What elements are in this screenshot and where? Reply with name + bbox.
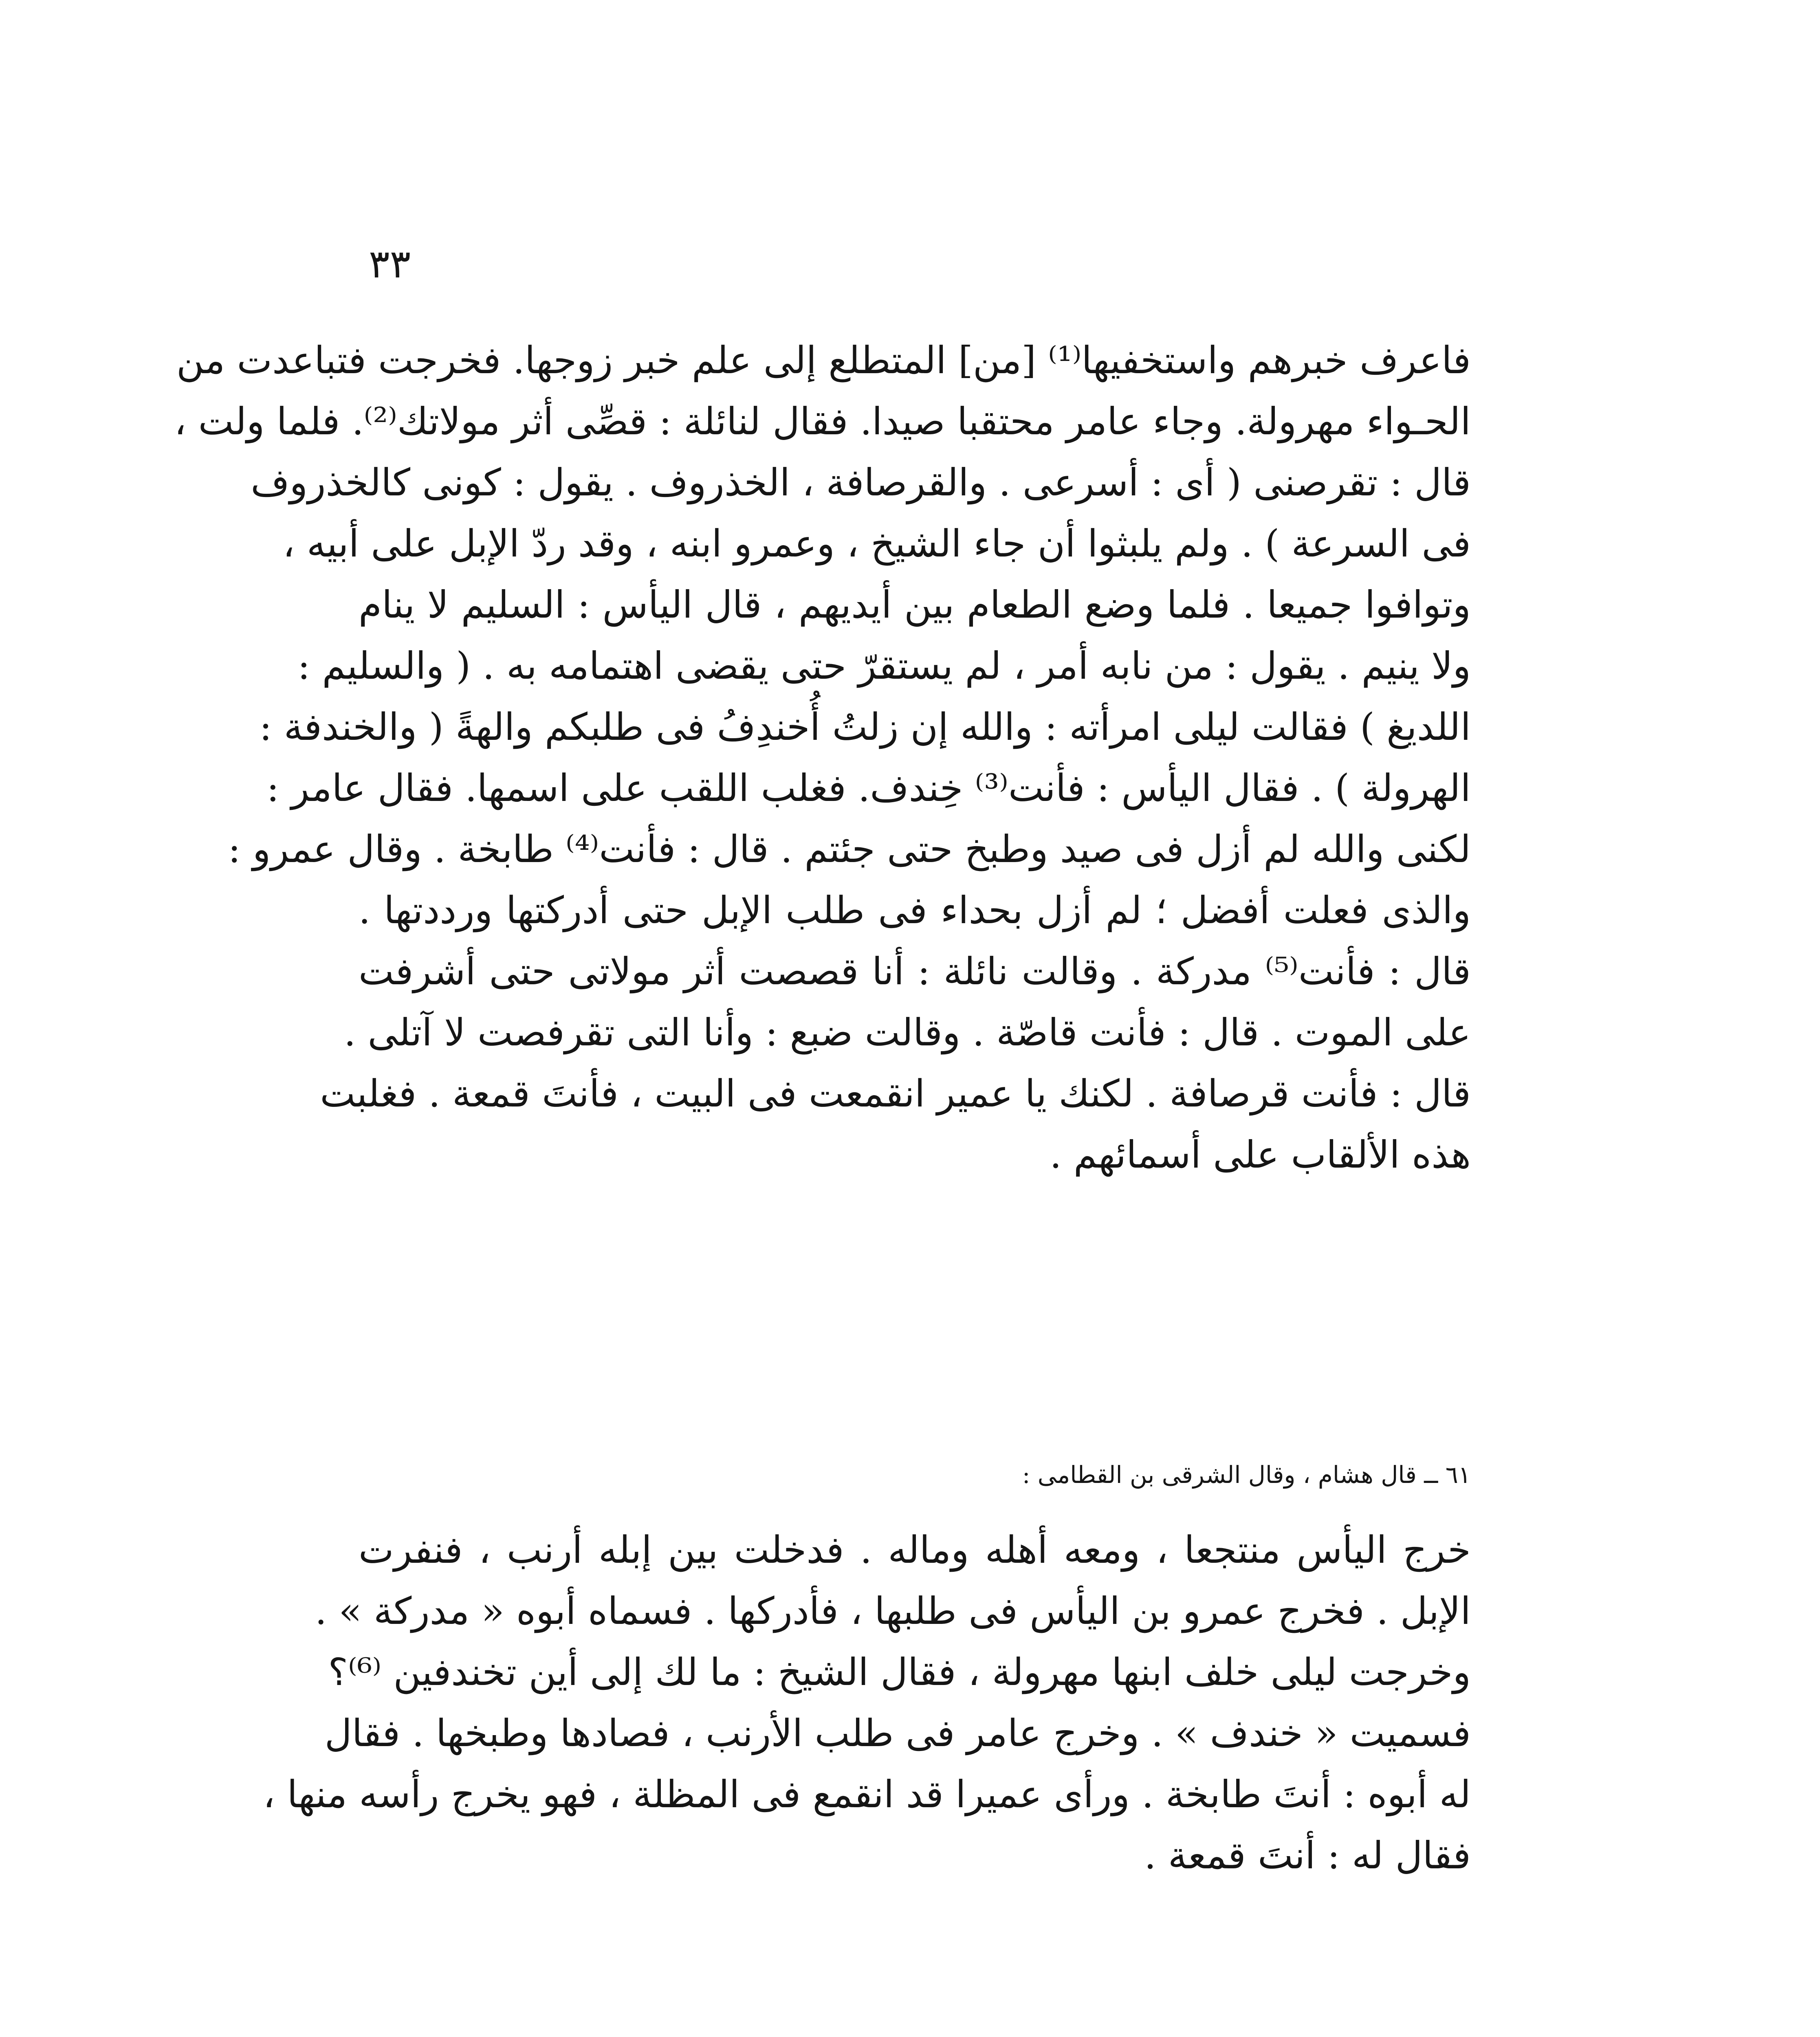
text-line: فقال له : أنتَ قمعة . xyxy=(1144,1834,1471,1877)
text-line: هذه الألقاب على أسمائهم . xyxy=(1050,1133,1471,1177)
text-line: فاعرف خبرهم واستخفيها⁽¹⁾ [من] المتطلع إلى علم خبر زوجها. فخرجت فتباعدت من xyxy=(176,339,1471,382)
text-line: وخرجت ليلى خلف ابنها مهرولة ، فقال الشيخ : ما لك إلى أين تخندفين ⁽⁶⁾؟ xyxy=(328,1650,1471,1694)
text-line: اللديغ ) فقالت ليلى امرأته : والله إن زلتُ أُخندِفُ فى طلبكم والهةً ( والخندفة : xyxy=(259,705,1471,749)
text-line: وتوافوا جميعا . فلما وضع الطعام بين أيديهم ، قال اليأس : السليم لا ينام xyxy=(359,583,1471,627)
text-line: ولا ينيم . يقول : من نابه أمر ، لم يستقرّ حتى يقضى اهتمامه به . ( والسليم : xyxy=(297,644,1471,688)
text-line: قال : تقرصنى ( أى : أسرعى . والقرصافة ، الخذروف . يقول : كونى كالخذروف xyxy=(251,461,1471,504)
text-line: الهرولة ) . فقال اليأس : فأنت⁽³⁾ خِندف. فغلب اللقب على اسمها. فقال عامر : xyxy=(266,766,1471,810)
section-heading: ٦١ ــ قال هشام ، وقال الشرقى بن القطامى : xyxy=(1022,1461,1471,1489)
text-line: فسميت « خندف » . وخرج عامر فى طلب الأرنب ، فصادها وطبخها . فقال xyxy=(324,1711,1471,1755)
text-line: الإبل . فخرج عمرو بن اليأس فى طلبها ، فأدركها . فسماه أبوه « مدركة » . xyxy=(315,1589,1471,1633)
page-number: ٣٣ xyxy=(369,241,411,287)
text-line: على الموت . قال : فأنت قاصّة . وقالت ضبع : وأنا التى تقرفصت لا آتلى . xyxy=(344,1011,1471,1054)
text-line: خرج اليأس منتجعا ، ومعه أهله وماله . فدخلت بين إبله أرنب ، فنفرت xyxy=(359,1528,1471,1572)
text-line: قال : فأنت قرصافة . لكنك يا عمير انقمعت فى البيت ، فأنتَ قمعة . فغلبت xyxy=(320,1072,1471,1115)
text-line: فى السرعة ) . ولم يلبثوا أن جاء الشيخ ، وعمرو ابنه ، وقد ردّ الإبل على أبيه ، xyxy=(282,522,1471,565)
text-line: لكنى والله لم أزل فى صيد وطبخ حتى جئتم . قال : فأنت⁽⁴⁾ طابخة . وقال عمرو : xyxy=(228,827,1471,871)
text-line: الحـواء مهرولة. وجاء عامر محتقبا صيدا. فقال لنائلة : قصِّى أثر مولاتك⁽²⁾. فلما ولت ، xyxy=(174,400,1471,443)
text-line: والذى فعلت أفضل ؛ لم أزل بحداء فى طلب الإبل حتى أدركتها ورددتها . xyxy=(359,889,1471,932)
paragraph-1 xyxy=(174,330,1471,1186)
text-line: له أبوه : أنتَ طابخة . ورأى عميرا قد انقمع فى المظلة ، فهو يخرج رأسه منها ، xyxy=(263,1773,1471,1816)
text-line: قال : فأنت⁽⁵⁾ مدركة . وقالت نائلة : أنا قصصت أثر مولاتى حتى أشرفت xyxy=(359,950,1471,993)
paragraph-2 xyxy=(263,1520,1471,1886)
